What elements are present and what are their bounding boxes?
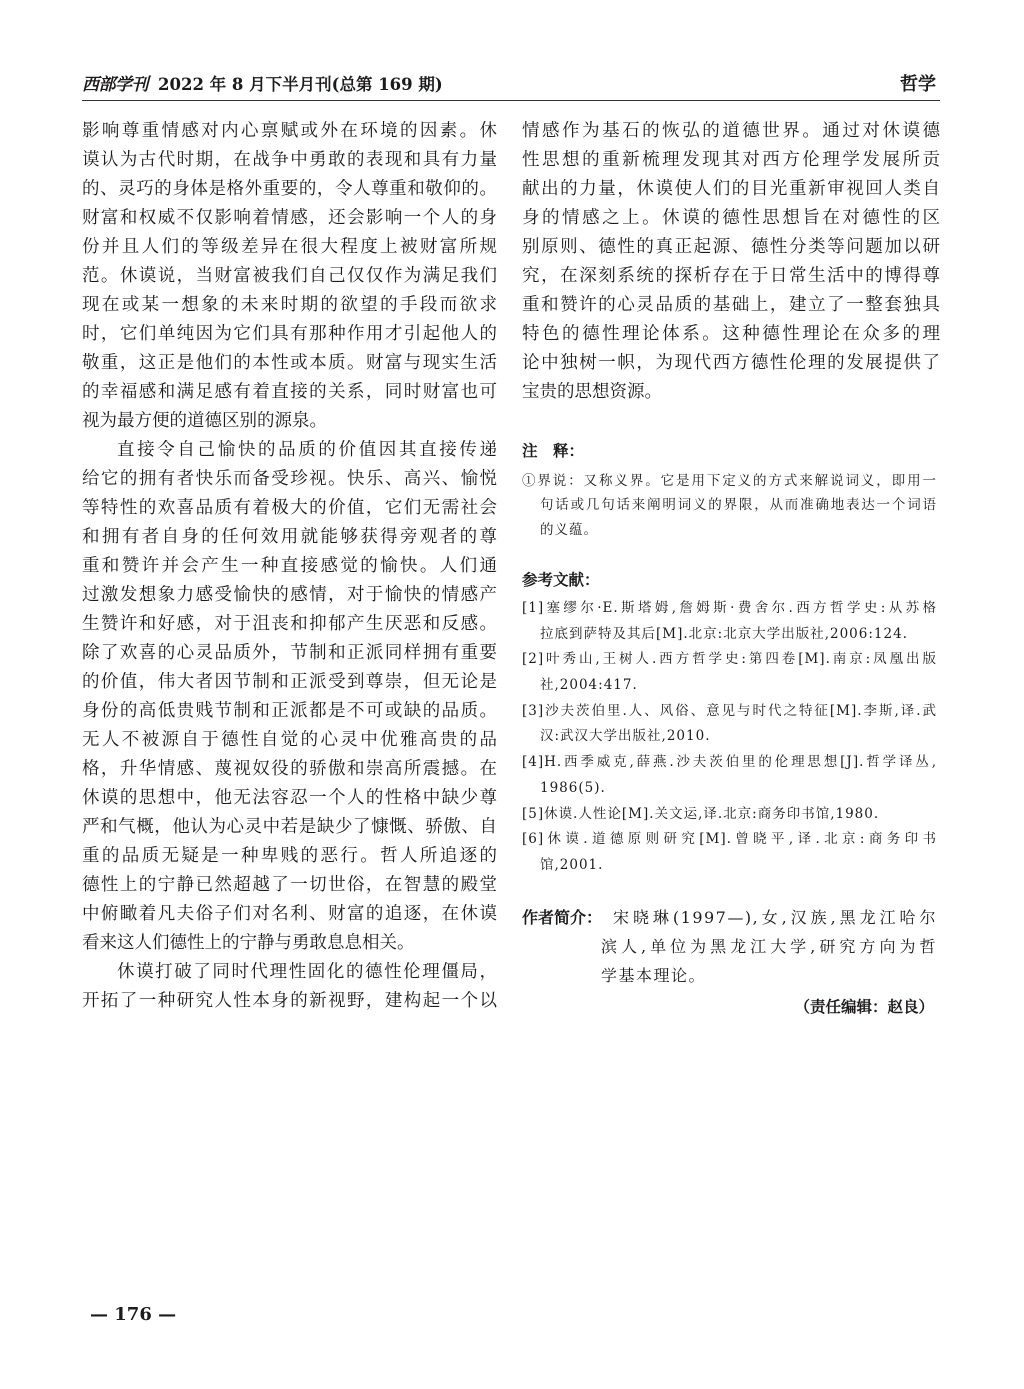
reference-item — [522, 750, 937, 801]
notes-heading: 注 释： — [522, 442, 585, 460]
reference-item — [522, 647, 937, 698]
body-line: 看来这人们德性上的宁静与勇敢息息相关。 — [82, 932, 415, 953]
reference-text: 休谟.道德原则研究[M].曾晓平,译.北京:商务印书 — [544, 831, 937, 848]
author-bio — [601, 903, 937, 990]
body-line: 究，在深刻系统的探析存在于日常生活中的博得尊 — [522, 265, 940, 286]
paragraph — [82, 958, 497, 1016]
reference-line — [522, 647, 937, 673]
author-bio-label: 作者简介： — [522, 908, 603, 927]
issue-info: 2022 年 8 月下半月刊(总第 169 期) — [158, 75, 443, 94]
reference-line — [522, 750, 937, 776]
note-item — [522, 469, 937, 543]
reference-text: 休谟.人性论[M].关文运,译.北京:商务印书馆,1980. — [544, 805, 880, 822]
reference-line: 1986(5). — [540, 779, 606, 796]
body-line: 财富和权威不仅影响着情感，还会影响一个人的身 — [82, 207, 497, 228]
references-section — [522, 596, 937, 879]
reference-number: [1] — [522, 600, 545, 616]
body-line: 宝贵的思想资源。 — [522, 381, 662, 402]
body-line: 重和赞许并会产生一种直接感觉的愉快。人们通 — [82, 555, 497, 576]
reference-line: 汉:武汉大学出版社,2010. — [540, 728, 711, 745]
reference-item — [522, 699, 937, 750]
page-number: — 176 — — [90, 1304, 177, 1325]
note-line: ①界说：又称义界。它是用下定义的方式来解说词义，即用一 — [522, 472, 937, 489]
responsible-editor: （责任编辑：赵良） — [794, 998, 934, 1016]
references-heading: 参考文献： — [522, 571, 600, 589]
reference-line — [522, 802, 937, 828]
reference-number: [2] — [522, 651, 545, 668]
body-line: 格，升华情感、蔑视奴役的骄傲和崇高所震撼。在 — [82, 758, 497, 779]
body-line: 开拓了一种研究人性本身的新视野，建构起一个以 — [82, 990, 497, 1011]
body-line: 的、灵巧的身体是格外重要的，令人尊重和敬仰的。 — [82, 178, 497, 199]
body-line: 重和赞许的心灵品质的基础上，建立了一整套独具 — [522, 294, 940, 315]
paragraph — [82, 436, 497, 958]
reference-item — [522, 596, 937, 647]
reference-line: 拉底到萨特及其后[M].北京:北京大学出版社,2006:124. — [540, 625, 908, 642]
body-line: 范。休谟说，当财富被我们自己仅仅作为满足我们 — [82, 265, 497, 286]
body-line: 和拥有者自身的任何效用就能够获得旁观者的尊 — [82, 526, 497, 547]
body-line: 除了欢喜的心灵品质外，节制和正派同样拥有重要 — [82, 642, 497, 663]
body-line: 情感作为基石的恢弘的道德世界。通过对休谟德 — [522, 120, 940, 141]
reference-text: 沙夫茨伯里.人、风俗、意见与时代之特征[M].李斯,译.武 — [544, 702, 937, 719]
reference-text: H.西季威克,薛燕.沙夫茨伯里的伦理思想[J].哲学译丛, — [544, 754, 937, 771]
body-line: 的幸福感和满足感有着直接的关系，同时财富也可 — [82, 381, 497, 402]
author-bio-line: 滨人,单位为黑龙江大学,研究方向为哲 — [601, 936, 937, 956]
body-line: 论中独树一帜，为现代西方德性伦理的发展提供了 — [522, 352, 940, 373]
right-column — [522, 117, 940, 407]
reference-line — [522, 699, 937, 725]
reference-line: 社,2004:417. — [540, 677, 638, 694]
body-line: 重的品质无疑是一种卑贱的恶行。哲人所追逐的 — [82, 845, 497, 866]
body-line: 影响尊重情感对内心禀赋或外在环境的因素。休 — [82, 120, 497, 141]
reference-number: [4] — [522, 754, 545, 771]
author-bio-line: 学基本理论。 — [601, 965, 707, 985]
section-name: 哲学 — [900, 74, 936, 95]
reference-item — [522, 827, 937, 878]
notes-section — [522, 469, 937, 543]
body-line: 谟认为古代时期，在战争中勇敢的表现和具有力量 — [82, 149, 497, 170]
body-line: 无人不被源自于德性自觉的心灵中优雅高贵的品 — [82, 729, 497, 750]
note-line: 句话或几句话来阐明词义的界限，从而准确地表达一个词语 — [540, 497, 937, 513]
body-line: 身的情感之上。休谟的德性思想旨在对德性的区 — [522, 207, 940, 228]
reference-number: [3] — [522, 702, 545, 719]
note-line: 的义蕴。 — [540, 521, 598, 538]
body-line: 等特性的欢喜品质有着极大的价值，它们无需社会 — [82, 497, 497, 518]
body-line: 过激发想象力感受愉快的感情，对于愉快的情感产 — [82, 584, 497, 605]
body-line: 敬重，这正是他们的本性或本质。财富与现实生活 — [82, 352, 497, 373]
journal-logo: 西部学刊 — [82, 75, 148, 95]
reference-text: 叶秀山,王树人.西方哲学史:第四卷[M].南京:凤凰出版 — [544, 651, 937, 668]
body-line: 的价值，伟大者因节制和正派受到尊崇，但无论是 — [82, 671, 497, 692]
body-line: 给它的拥有者快乐而备受珍视。快乐、高兴、愉悦 — [82, 468, 497, 489]
header-rule — [82, 100, 940, 101]
paragraph — [82, 117, 497, 436]
reference-line: 馆,2001. — [540, 856, 604, 873]
body-line: 休谟的思想中，他无法容忍一个人的性格中缺少尊 — [82, 787, 497, 808]
body-line: 德性上的宁静已然超越了一切世俗，在智慧的殿堂 — [82, 874, 497, 895]
body-line: 严和气概，他认为心灵中若是缺少了慷慨、骄傲、自 — [82, 816, 497, 837]
body-line: 特色的德性理论体系。这种德性理论在众多的理 — [522, 323, 940, 344]
reference-item — [522, 802, 937, 828]
body-line: 时，它们单纯因为它们具有那种作用才引起他人的 — [82, 323, 497, 344]
body-line: 身份的高低贵贱节制和正派都是不可或缺的品质。 — [82, 700, 497, 721]
body-line: 别原则、德性的真正起源、德性分类等问题加以研 — [522, 236, 940, 257]
reference-number: [6] — [522, 831, 545, 848]
reference-text: 塞缪尔·E.斯塔姆,詹姆斯·费舍尔.西方哲学史:从苏格 — [544, 600, 937, 616]
reference-line — [522, 827, 937, 853]
body-line: 休谟打破了同时代理性固化的德性伦理僵局， — [117, 961, 497, 982]
reference-number: [5] — [522, 805, 545, 822]
body-line: 直接令自己愉快的品质的价值因其直接传递 — [117, 439, 497, 460]
body-line: 视为最方便的道德区别的源泉。 — [82, 410, 327, 431]
paragraph — [522, 117, 940, 407]
reference-line — [522, 596, 937, 622]
body-line: 性思想的重新梳理发现其对西方伦理学发展所贡 — [522, 149, 940, 170]
left-column — [82, 117, 497, 1016]
body-line: 献出的力量，休谟使人们的目光重新审视回人类自 — [522, 178, 940, 199]
body-line: 中俯瞰着凡夫俗子们对名利、财富的追逐，在休谟 — [82, 903, 497, 924]
body-line: 现在或某一想象的未来时期的欲望的手段而欲求 — [82, 294, 497, 315]
body-line: 生赞许和好感，对于沮丧和抑郁产生厌恶和反感。 — [82, 613, 497, 634]
body-line: 份并且人们的等级差异在很大程度上被财富所规 — [82, 236, 497, 257]
author-bio-line: 宋晓琳(1997—),女,汉族,黑龙江哈尔 — [613, 907, 937, 927]
